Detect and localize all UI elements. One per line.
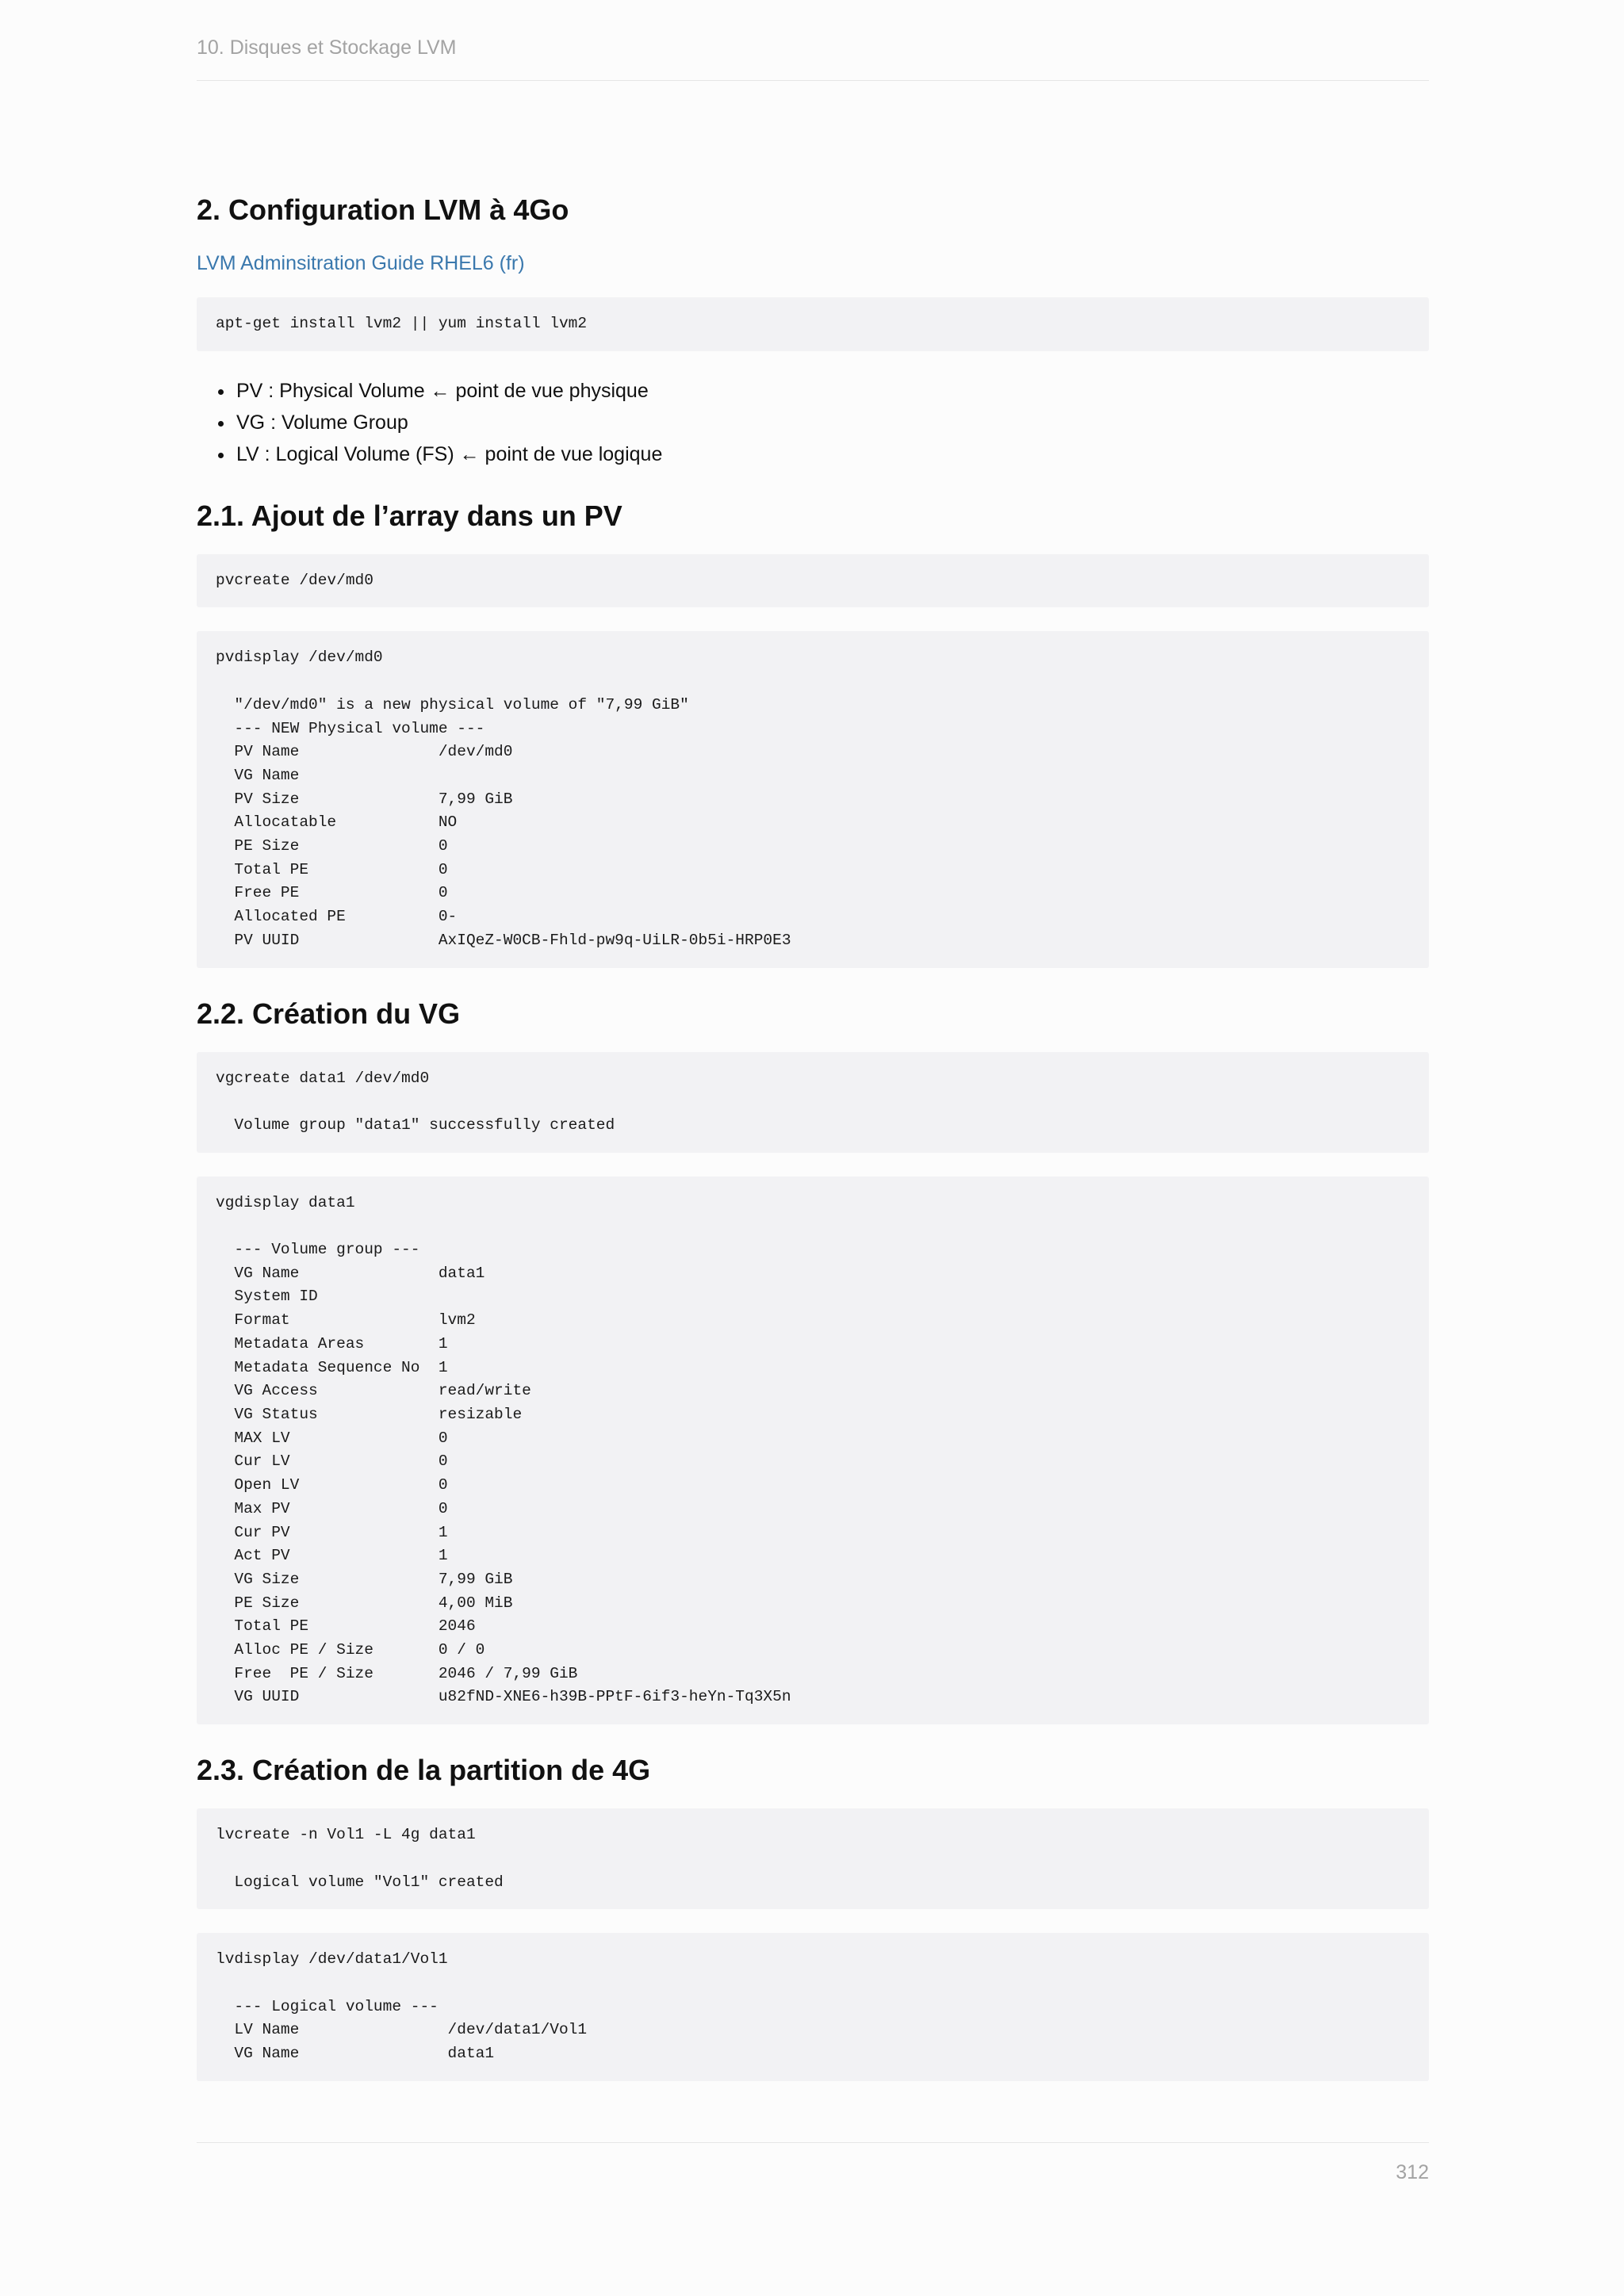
page-number: 312: [1396, 2161, 1429, 2183]
vgdisplay-code-block: vgdisplay data1 --- Volume group --- VG Name data1 System ID Format lvm2 Metadata Areas 1 Metadata Sequence No 1 VG Access read/write VG Status resizable MAX LV 0 Cur LV 0 Open LV 0 Max PV 0 Cur PV 1 Act PV 1 VG Size 7,99 GiB PE Size 4,00 MiB Total PE 2046 Alloc PE / Size 0 / 0 Free PE / Size 2046 / 7,99 GiB VG UUID u82fND-XNE6-h39B-PPtF-6if3-heYn-Tq3X5n: [197, 1177, 1429, 1724]
lvm-terms-list: [197, 375, 1429, 470]
subsection-title-pv: 2.1. Ajout de l’array dans un PV: [197, 499, 622, 532]
subsection-title-lv: 2.3. Création de la partition de 4G: [197, 1754, 651, 1787]
running-header: 10. Disques et Stockage LVM: [197, 36, 457, 59]
install-code-block: apt-get install lvm2 || yum install lvm2: [197, 297, 1429, 351]
list-item: • VG : Volume Group: [235, 407, 1429, 438]
footer-divider: [197, 2142, 1429, 2143]
header-divider: [197, 80, 1429, 81]
subsection-title-vg: 2.2. Création du VG: [197, 997, 461, 1030]
list-item: • PV : Physical Volume ← point de vue physique: [235, 375, 1429, 407]
lvm-guide-link[interactable]: LVM Adminsitration Guide RHEL6 (fr): [197, 252, 525, 274]
vgcreate-code-block: vgcreate data1 /dev/md0 Volume group "data1" successfully created: [197, 1052, 1429, 1153]
section-title: 2. Configuration LVM à 4Go: [197, 193, 569, 226]
lvcreate-code-block: lvcreate -n Vol1 -L 4g data1 Logical volume "Vol1" created: [197, 1808, 1429, 1909]
pvdisplay-code-block: pvdisplay /dev/md0 "/dev/md0" is a new physical volume of "7,99 GiB" --- NEW Physical volume --- PV Name /dev/md0 VG Name PV Size 7,99 GiB Allocatable NO PE Size 0 Total PE 0 Free PE 0 Allocated PE 0- PV UUID AxIQeZ-W0CB-Fhld-pw9q-UiLR-0b5i-HRP0E3: [197, 631, 1429, 967]
lvdisplay-code-block: lvdisplay /dev/data1/Vol1 --- Logical volume --- LV Name /dev/data1/Vol1 VG Name data1: [197, 1933, 1429, 2081]
pvcreate-code-block: pvcreate /dev/md0: [197, 554, 1429, 608]
main-content: [197, 188, 1429, 2105]
list-item: • LV : Logical Volume (FS) ← point de vue logique: [235, 438, 1429, 470]
